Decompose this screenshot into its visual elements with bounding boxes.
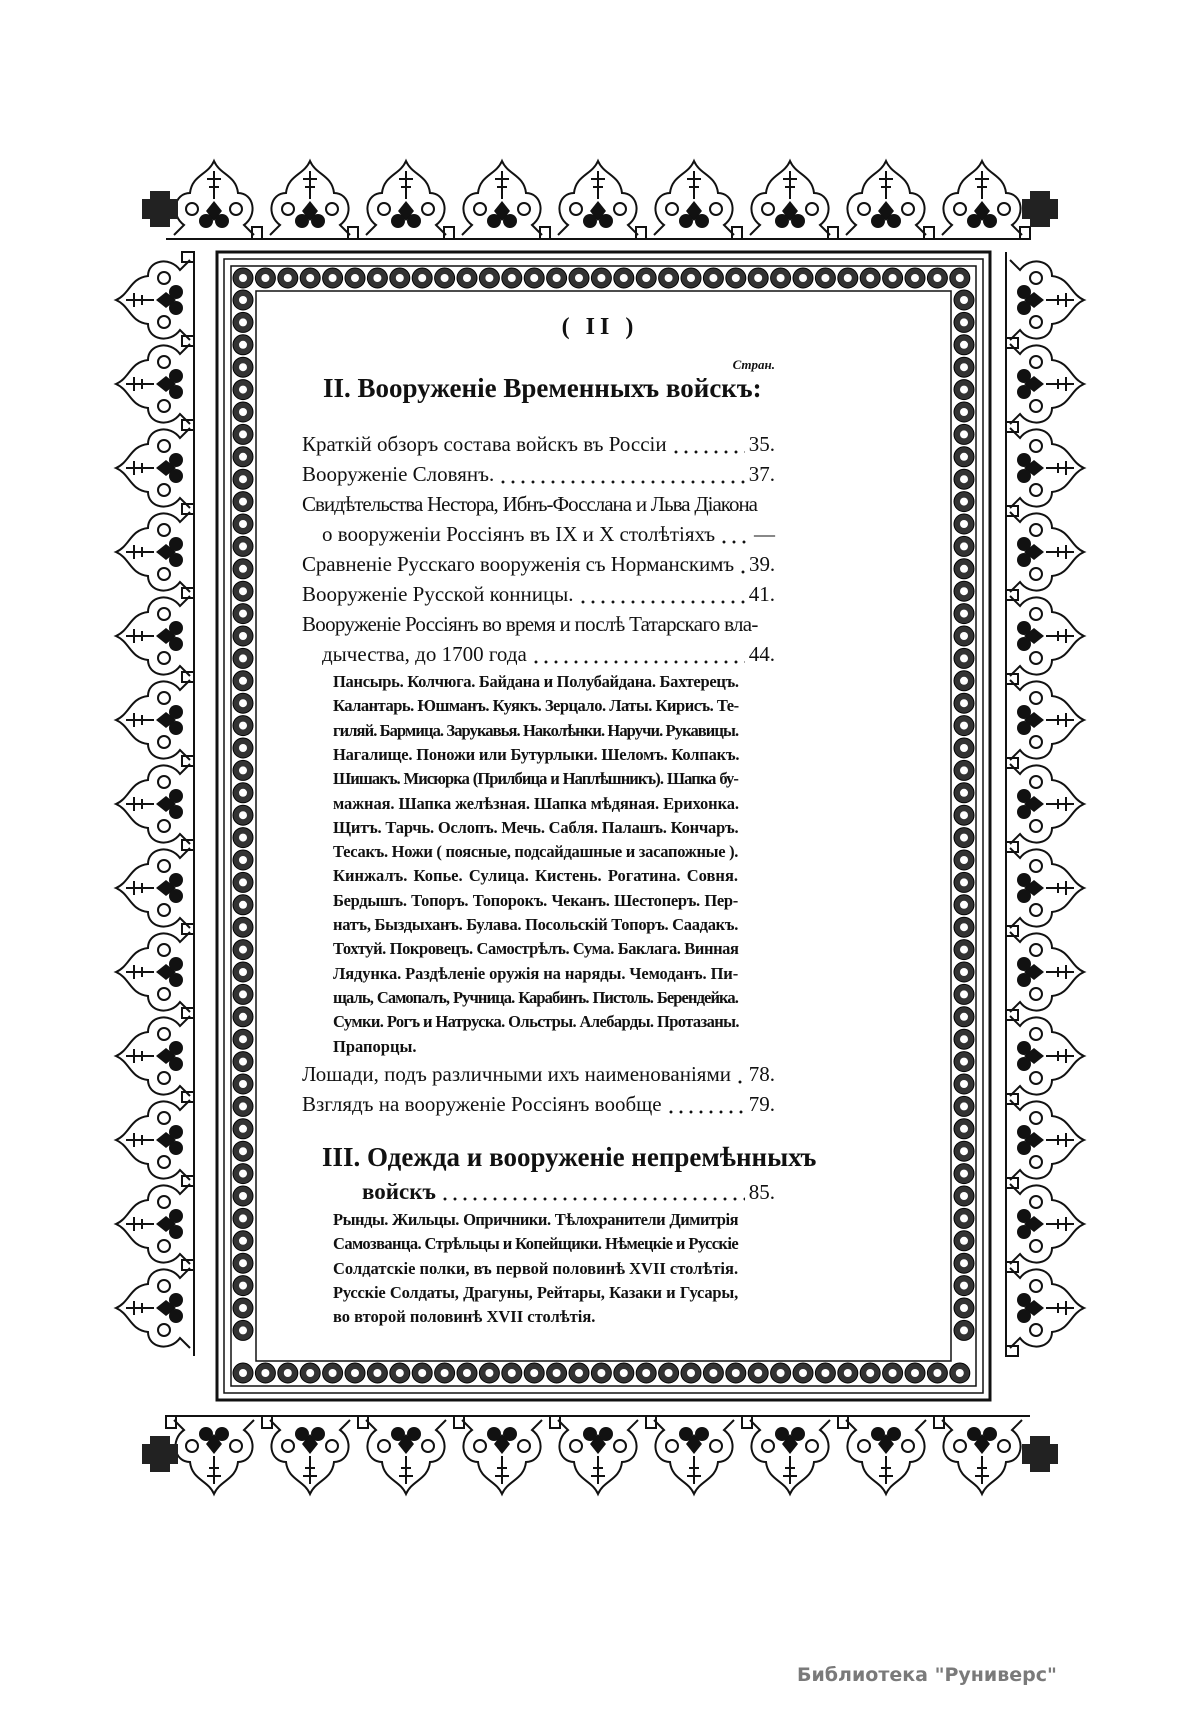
entry-text: Вооруженіе Русской конницы. [302, 582, 574, 606]
toc-entry [302, 1092, 775, 1117]
dot-leader [671, 432, 745, 457]
entry-page: 39. [749, 552, 775, 576]
page-number: ( II ) [561, 314, 639, 340]
detail-line: щаль, Самопалъ, Ручница. Карабинъ. Пистоль. Берендейка. [333, 987, 738, 1007]
toc-entry [302, 582, 775, 607]
dot-leader [719, 522, 750, 547]
toc-entry [322, 522, 775, 547]
dot-leader [666, 1092, 745, 1117]
detail-line: Нагалище. Поножи или Бутурлыки. Шеломъ. Колпакъ. [333, 744, 740, 764]
dot-leader [578, 582, 745, 607]
entry-page: 79. [748, 1092, 775, 1116]
entry-page: 37. [748, 462, 775, 486]
entry-text: Взглядъ на вооруженіе Россіянъ вообще [302, 1092, 662, 1116]
detail-line: мажная. Шапка желѣзная. Шапка мѣдяная. Ерихонка. [333, 793, 739, 813]
entry-text: о вооруженіи Россіянъ въ IX и X столѣтіяхъ [322, 522, 716, 546]
entry-text: Краткій обзоръ состава войскъ въ Россіи [302, 432, 667, 456]
dot-leader [440, 1179, 745, 1205]
entry-text: Лошади, подъ различными ихъ наименованіями [302, 1062, 731, 1086]
toc-entry [302, 432, 775, 457]
entry-page: — [754, 522, 775, 546]
detail-line: во второй половинѣ XVII столѣтія. [333, 1307, 596, 1327]
detail-line: Кинжалъ. Копье. Сулица. Кистень. Рогатина. Совня. [333, 866, 738, 886]
toc-entry-line1: Свидѣтельства Нестора, Ибнъ-Фосслана и Льва Діакона [302, 492, 757, 516]
toc-entry [362, 1179, 775, 1205]
page-column-label: Стран. [732, 357, 775, 372]
toc-entry [302, 552, 775, 577]
detail-line: Тесакъ. Ножи ( поясные, подсайдашные и засапожные ). [333, 842, 739, 862]
detail-line: Пансырь. Колчюга. Байдана и Полубайдана. Бахтерецъ. [333, 672, 739, 691]
toc-entry [302, 462, 775, 487]
detail-line: Самозванца. Стрѣльцы и Копейщики. Нѣмецкіе и Русскіе [333, 1234, 739, 1254]
detail-line: Солдатскіе полки, въ первой половинѣ XVII столѣтія. [333, 1258, 739, 1278]
entry-text: войскъ [362, 1179, 436, 1204]
detail-line: Бердышъ. Топоръ. Топорокъ. Чеканъ. Шестоперъ. Пер- [333, 890, 738, 910]
entry-page: 41. [748, 582, 775, 606]
section-2-title: II. Вооруженіе Временныхъ войскъ: [323, 373, 762, 403]
section-3-title: III. Одежда и вооруженіе непремѣнныхъ [322, 1142, 817, 1172]
toc-entry [302, 1062, 775, 1087]
toc-entry-line1: Вооруженіе Россіянъ во время и послѣ Татарскаго вла- [302, 612, 758, 636]
detail-line: Щитъ. Тарчь. Ослопъ. Мечь. Сабля. Палашъ. Кончаръ. [333, 817, 739, 837]
dot-leader [531, 642, 745, 667]
entry-text: Сравненіе Русскаго вооруженія съ Норманскимъ [302, 552, 735, 576]
entry-text: Вооруженіе Словянъ. [302, 462, 495, 486]
detail-line: Сумки. Рогъ и Натруска. Ольстры. Алебарды. Протазаны. [333, 1012, 739, 1032]
detail-line: Калантарь. Юшманъ. Куякъ. Зерцало. Латы. Кирисъ. Те- [333, 696, 739, 716]
dot-leader [735, 1062, 745, 1087]
detail-line: Лядунка. Раздѣленіе оружія на наряды. Чемоданъ. Пи- [333, 963, 739, 983]
detail-line: Прапорцы. [333, 1036, 417, 1056]
toc-entry [322, 642, 775, 667]
entry-text: дычества, до 1700 года [322, 642, 527, 666]
detail-line: Рынды. Жильцы. Опричники. Тѣлохранители Димитрія [333, 1210, 738, 1229]
detail-line: Русскіе Солдаты, Драгуны, Рейтары, Казаки и Гусары, [333, 1282, 738, 1302]
dot-leader [738, 552, 745, 577]
watermark: Библиотека "Руниверс" [797, 1664, 1057, 1686]
detail-line: Шишакъ. Мисюрка (Прилбица и Наплѣшникъ). Шапка бу- [333, 769, 738, 789]
entry-page: 35. [748, 432, 775, 456]
detail-line: Тохтуй. Покровецъ. Самострѣлъ. Сума. Баклага. Винная [333, 939, 739, 959]
dot-leader [498, 462, 744, 487]
entry-page: 44. [748, 642, 775, 666]
detail-line: гиляй. Бармица. Зарукавья. Наколѣнки. Наручи. Рукавицы. [333, 720, 739, 740]
entry-page: 85. [748, 1180, 775, 1204]
detail-line: натъ, Быздыханъ. Булава. Посольскій Топоръ. Саадакъ. [333, 915, 739, 934]
entry-page: 78. [748, 1062, 775, 1086]
